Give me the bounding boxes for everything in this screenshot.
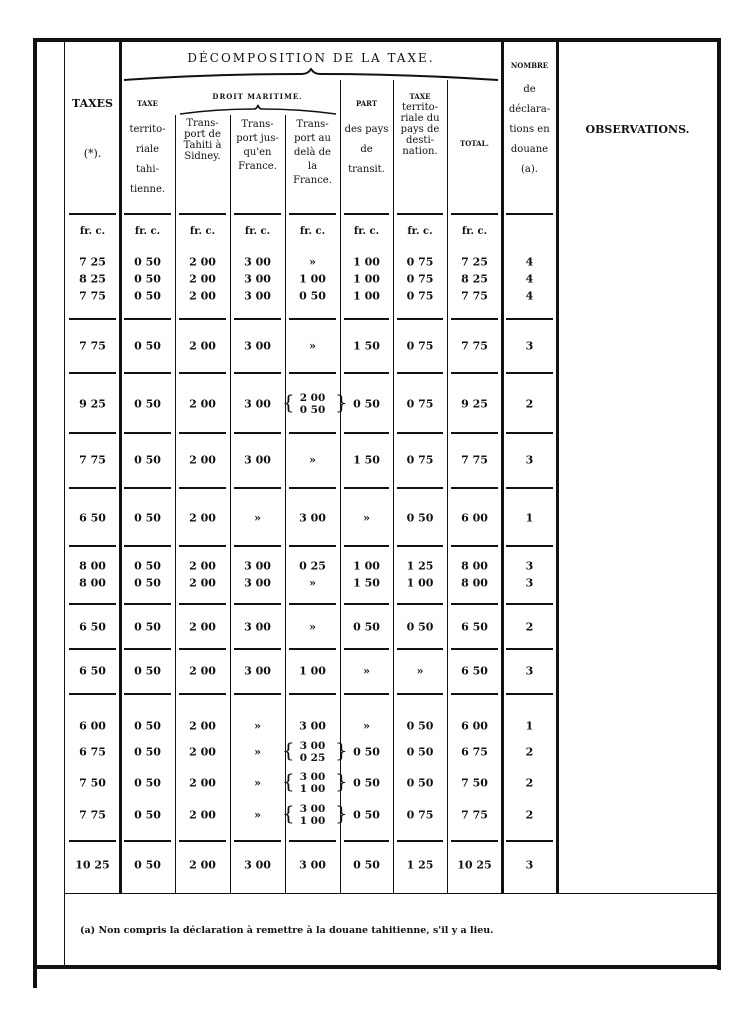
- table-cell: 2 00: [189, 858, 216, 872]
- table-cell: 2 00: [189, 397, 216, 411]
- decomposition-brace: [122, 68, 500, 82]
- row-separator: [397, 545, 443, 547]
- row-separator: [506, 213, 553, 215]
- row-separator: [451, 693, 498, 695]
- footnote: (a) Non compris la déclaration à remettre à la douane tahitienne, s'il y a lieu.: [80, 925, 494, 936]
- column-header-text: Trans-port jus-qu'en France.: [236, 119, 279, 172]
- unit-label: fr. c.: [407, 226, 433, 237]
- row-separator: [124, 648, 171, 650]
- table-cell: 1 00: [353, 559, 380, 573]
- table-cell: 0 50: [353, 808, 380, 822]
- table-cell: 6 50: [79, 664, 106, 678]
- observations-header: OBSERVATIONS.: [585, 123, 690, 136]
- table-cell: 8 00: [461, 559, 488, 573]
- table-cell: 0 25: [299, 559, 326, 573]
- table-cell: 6 00: [461, 719, 488, 733]
- table-cell: 8 00: [79, 576, 106, 590]
- table-cell: 2 00: [189, 339, 216, 353]
- table-cell: 3 00: [244, 559, 271, 573]
- row-separator: [344, 432, 389, 434]
- table-cell: 1 50: [353, 339, 380, 353]
- table-cell: 2 00: [189, 719, 216, 733]
- table-cell: 3 00: [244, 339, 271, 353]
- column-header-title: PART: [355, 99, 378, 108]
- table-cell: 1 50: [353, 453, 380, 467]
- table-cell: 7 75: [79, 453, 106, 467]
- table-cell: 2 00: [189, 808, 216, 822]
- brace-right: }: [335, 769, 348, 793]
- row-separator: [451, 648, 498, 650]
- row-separator: [69, 487, 116, 489]
- row-separator: [344, 318, 389, 320]
- table-cell-stacked: 0 25: [299, 752, 326, 764]
- table-cell: 6 00: [461, 511, 488, 525]
- table-cell: 0 75: [406, 289, 434, 303]
- taxes-header: TAXES: [72, 97, 113, 110]
- column-header-title: TOTAL.: [460, 139, 489, 148]
- row-separator: [506, 318, 553, 320]
- table-cell: 6 50: [461, 620, 488, 634]
- row-separator: [397, 318, 443, 320]
- table-cell: 6 50: [461, 664, 488, 678]
- row-separator: [69, 213, 116, 215]
- table-cell: 7 75: [461, 289, 488, 303]
- droit-maritime-header: DROIT MARITIME.: [212, 92, 303, 101]
- row-separator: [69, 648, 116, 650]
- declarations-count: 4: [525, 272, 534, 286]
- table-cell: 2 00: [189, 745, 216, 759]
- row-separator: [397, 648, 443, 650]
- table-cell: 1 00: [353, 289, 380, 303]
- row-separator: [124, 840, 171, 842]
- table-cell-stacked: 2 00: [299, 392, 326, 404]
- table-cell: 0 50: [353, 397, 380, 411]
- table-cell: 6 75: [79, 745, 106, 759]
- brace-right: }: [335, 390, 348, 414]
- table-cell: 3 00: [244, 272, 271, 286]
- row-separator: [451, 372, 498, 374]
- row-separator: [397, 840, 443, 842]
- table-cell: 3 00: [244, 576, 271, 590]
- row-separator: [234, 213, 281, 215]
- row-separator: [179, 432, 226, 434]
- row-separator: [234, 318, 281, 320]
- table-cell: 0 50: [406, 745, 434, 759]
- brace-left: {: [282, 769, 295, 793]
- table-cell: 3 00: [244, 289, 271, 303]
- table-cell: 0 50: [299, 289, 326, 303]
- declarations-count: 3: [525, 664, 534, 678]
- unit-label: fr. c.: [299, 226, 326, 237]
- row-separator: [179, 603, 226, 605]
- brace-left: {: [282, 801, 295, 825]
- table-cell: 0 50: [353, 745, 380, 759]
- table-cell: 7 50: [461, 776, 488, 790]
- table-cell: 0 50: [406, 776, 434, 790]
- row-separator: [289, 603, 336, 605]
- declarations-count: 3: [525, 576, 534, 590]
- row-separator: [344, 487, 389, 489]
- table-cell: »: [309, 620, 316, 634]
- row-separator: [289, 432, 336, 434]
- table-cell: 3 00: [244, 620, 271, 634]
- row-separator: [397, 603, 443, 605]
- table-right-rule: [717, 38, 721, 970]
- row-separator: [397, 487, 443, 489]
- row-separator: [506, 693, 553, 695]
- table-cell: »: [363, 664, 370, 678]
- row-separator: [451, 213, 498, 215]
- table-cell: 8 00: [79, 559, 106, 573]
- table-cell: 2 00: [189, 511, 216, 525]
- table-cell: 0 50: [353, 776, 380, 790]
- table-cell: »: [254, 776, 261, 790]
- table-cell: 1 00: [353, 255, 380, 269]
- brace-left: {: [282, 738, 295, 762]
- column-header-text: des pays de transit.: [344, 124, 389, 175]
- table-cell: 2 00: [189, 576, 216, 590]
- table-cell: 1 00: [353, 272, 380, 286]
- row-separator: [179, 213, 226, 215]
- table-cell: 6 50: [79, 511, 106, 525]
- unit-label: fr. c.: [134, 226, 161, 237]
- row-separator: [344, 545, 389, 547]
- column-header-text: Trans-port au delà de la France.: [293, 119, 332, 186]
- brace-left: {: [282, 390, 295, 414]
- declarations-count: 3: [525, 858, 534, 872]
- table-cell: 0 75: [406, 397, 434, 411]
- table-cell: »: [363, 511, 370, 525]
- table-cell: 0 50: [134, 745, 161, 759]
- table-cell: 0 50: [134, 858, 161, 872]
- row-separator: [234, 693, 281, 695]
- unit-label: fr. c.: [79, 226, 106, 237]
- table-cell-stacked: 0 50: [299, 404, 326, 416]
- table-cell-stacked: 1 00: [299, 815, 326, 827]
- declarations-count: 4: [525, 255, 534, 269]
- table-cell: 7 50: [79, 776, 106, 790]
- table-cell-stacked: 3 00: [299, 803, 326, 815]
- row-separator: [289, 487, 336, 489]
- table-cell: 0 50: [406, 511, 434, 525]
- row-separator: [179, 840, 226, 842]
- table-cell: 7 75: [461, 339, 488, 353]
- table-cell: 0 50: [134, 620, 161, 634]
- declarations-count: 3: [525, 559, 534, 573]
- table-cell: 7 25: [461, 255, 488, 269]
- column-rule: [447, 80, 448, 893]
- table-cell: 2 00: [189, 272, 216, 286]
- table-cell: 0 50: [134, 808, 161, 822]
- row-separator: [124, 603, 171, 605]
- row-separator: [234, 372, 281, 374]
- table-cell: 7 75: [79, 289, 106, 303]
- row-separator: [506, 487, 553, 489]
- unit-label: fr. c.: [244, 226, 271, 237]
- declarations-count: 2: [525, 808, 534, 822]
- row-separator: [289, 840, 336, 842]
- table-cell: 0 50: [406, 719, 434, 733]
- row-separator: [124, 213, 171, 215]
- row-separator: [179, 487, 226, 489]
- row-separator: [69, 693, 116, 695]
- table-cell: 10 25: [75, 858, 110, 872]
- row-separator: [506, 603, 553, 605]
- table-cell: 2 00: [189, 664, 216, 678]
- row-separator: [344, 648, 389, 650]
- table-cell: 0 50: [134, 559, 161, 573]
- table-cell: 0 75: [406, 339, 434, 353]
- table-cell: 1 50: [353, 576, 380, 590]
- table-cell: 3 00: [299, 858, 326, 872]
- column-header-title: TAXE: [136, 99, 159, 108]
- table-cell: 3 00: [244, 664, 271, 678]
- column-header-title: TAXE: [409, 92, 431, 101]
- table-cell: 1 00: [406, 576, 434, 590]
- row-separator: [234, 648, 281, 650]
- row-separator: [124, 545, 171, 547]
- unit-label: fr. c.: [353, 226, 380, 237]
- table-cell: 0 50: [134, 511, 161, 525]
- row-separator: [289, 693, 336, 695]
- table-cell: 0 75: [406, 453, 434, 467]
- table-cell: »: [254, 511, 261, 525]
- table-cell: 2 00: [189, 776, 216, 790]
- footnote-top-rule: [64, 893, 719, 894]
- row-separator: [289, 213, 336, 215]
- row-separator: [506, 545, 553, 547]
- table-cell: »: [254, 719, 261, 733]
- decomposition-header: DÉCOMPOSITION DE LA TAXE.: [187, 51, 435, 65]
- taxes-note: (*).: [83, 147, 102, 160]
- row-separator: [69, 432, 116, 434]
- row-separator: [234, 545, 281, 547]
- table-cell: 0 50: [134, 397, 161, 411]
- declarations-count: 2: [525, 397, 534, 411]
- table-cell: 0 50: [353, 620, 380, 634]
- row-separator: [179, 648, 226, 650]
- table-cell: 0 50: [406, 620, 434, 634]
- row-separator: [69, 318, 116, 320]
- row-separator: [451, 318, 498, 320]
- row-separator: [124, 432, 171, 434]
- table-cell: 3 00: [299, 511, 326, 525]
- table-cell: 9 25: [461, 397, 488, 411]
- droit-maritime-brace: [178, 104, 338, 116]
- table-cell: »: [309, 453, 316, 467]
- row-separator: [179, 545, 226, 547]
- table-cell: 7 25: [79, 255, 106, 269]
- footnote-left-rule: [64, 893, 65, 967]
- row-separator: [344, 693, 389, 695]
- table-cell: »: [416, 664, 424, 678]
- brace-right: }: [335, 801, 348, 825]
- table-bottom-rule: [33, 965, 721, 969]
- row-separator: [289, 372, 336, 374]
- table-cell-stacked: 3 00: [299, 771, 326, 783]
- row-separator: [451, 840, 498, 842]
- table-cell: 9 25: [79, 397, 106, 411]
- table-cell: 0 50: [134, 453, 161, 467]
- table-cell: 3 00: [244, 255, 271, 269]
- table-cell: 2 00: [189, 620, 216, 634]
- declarations-count: 1: [525, 719, 534, 733]
- table-cell: 7 75: [461, 808, 488, 822]
- row-separator: [344, 603, 389, 605]
- table-cell: 0 50: [134, 255, 161, 269]
- table-cell: 6 75: [461, 745, 488, 759]
- table-cell: 1 00: [299, 272, 326, 286]
- row-separator: [506, 840, 553, 842]
- table-cell: 2 00: [189, 289, 216, 303]
- row-separator: [344, 372, 389, 374]
- row-separator: [397, 432, 443, 434]
- table-cell: 1 25: [406, 559, 434, 573]
- declarations-count: 2: [525, 745, 534, 759]
- table-cell: »: [309, 576, 316, 590]
- table-cell: 3 00: [244, 858, 271, 872]
- row-separator: [69, 545, 116, 547]
- row-separator: [124, 318, 171, 320]
- table-cell: »: [254, 808, 261, 822]
- row-separator: [397, 693, 443, 695]
- row-separator: [506, 648, 553, 650]
- table-cell: 7 75: [461, 453, 488, 467]
- declarations-count: 3: [525, 453, 534, 467]
- row-separator: [234, 432, 281, 434]
- declarations-count: 2: [525, 776, 534, 790]
- nombre-subheader: de déclara-tions en douane (a).: [508, 84, 551, 175]
- row-separator: [451, 487, 498, 489]
- unit-label: fr. c.: [461, 226, 488, 237]
- row-separator: [451, 545, 498, 547]
- table-cell: 3 00: [244, 453, 271, 467]
- table-cell: 8 00: [461, 576, 488, 590]
- table-cell: 0 50: [353, 858, 380, 872]
- unit-label: fr. c.: [189, 226, 216, 237]
- row-separator: [344, 840, 389, 842]
- row-separator: [124, 693, 171, 695]
- table-cell: 1 25: [406, 858, 434, 872]
- page-left-rule: [33, 38, 37, 988]
- table-cell: »: [254, 745, 261, 759]
- row-separator: [506, 372, 553, 374]
- table-cell: 0 50: [134, 272, 161, 286]
- table-cell: 6 00: [79, 719, 106, 733]
- row-separator: [179, 693, 226, 695]
- row-separator: [69, 603, 116, 605]
- row-separator: [506, 432, 553, 434]
- table-cell-stacked: 1 00: [299, 783, 326, 795]
- declarations-count: 4: [525, 289, 534, 303]
- table-top-rule: [33, 38, 721, 42]
- row-separator: [289, 545, 336, 547]
- row-separator: [69, 840, 116, 842]
- row-separator: [344, 213, 389, 215]
- table-cell: 0 50: [134, 776, 161, 790]
- row-separator: [234, 840, 281, 842]
- row-separator: [289, 318, 336, 320]
- row-separator: [451, 432, 498, 434]
- row-separator: [289, 648, 336, 650]
- table-cell: 6 50: [79, 620, 106, 634]
- row-separator: [234, 487, 281, 489]
- table-cell: 2 00: [189, 559, 216, 573]
- table-cell: 1 00: [299, 664, 326, 678]
- table-cell: 10 25: [457, 858, 492, 872]
- column-rule: [393, 80, 394, 893]
- table-cell: 3 00: [299, 719, 326, 733]
- table-cell: 0 75: [406, 808, 434, 822]
- table-cell: 0 75: [406, 255, 434, 269]
- row-separator: [397, 372, 443, 374]
- declarations-count: 3: [525, 339, 534, 353]
- table-cell: 8 25: [461, 272, 488, 286]
- column-header-text: Trans-port de Tahiti à Sidney.: [183, 118, 222, 162]
- table-cell: 7 75: [79, 339, 106, 353]
- row-separator: [179, 372, 226, 374]
- row-separator: [234, 603, 281, 605]
- table-cell: 0 50: [134, 664, 161, 678]
- table-cell-stacked: 3 00: [299, 740, 326, 752]
- table-cell: 0 50: [134, 289, 161, 303]
- table-cell: 0 75: [406, 272, 434, 286]
- row-separator: [451, 603, 498, 605]
- table-cell: 8 25: [79, 272, 106, 286]
- table-cell: 0 50: [134, 719, 161, 733]
- table-cell: 2 00: [189, 255, 216, 269]
- row-separator: [179, 318, 226, 320]
- row-separator: [69, 372, 116, 374]
- row-separator: [397, 213, 443, 215]
- table-cell: 0 50: [134, 339, 161, 353]
- table-cell: 3 00: [244, 397, 271, 411]
- row-separator: [124, 372, 171, 374]
- brace-right: }: [335, 738, 348, 762]
- column-header-text: territo-riale du pays de desti-nation.: [400, 102, 440, 157]
- table-cell: 7 75: [79, 808, 106, 822]
- column-header-text: territo-riale tahi-tienne.: [129, 124, 166, 195]
- declarations-count: 1: [525, 511, 534, 525]
- table-cell: 0 50: [134, 576, 161, 590]
- row-separator: [124, 487, 171, 489]
- table-cell: 2 00: [189, 453, 216, 467]
- nombre-header: NOMBRE: [510, 61, 549, 70]
- table-cell: »: [309, 339, 316, 353]
- table-cell: »: [309, 255, 316, 269]
- table-cell: »: [363, 719, 370, 733]
- declarations-count: 2: [525, 620, 534, 634]
